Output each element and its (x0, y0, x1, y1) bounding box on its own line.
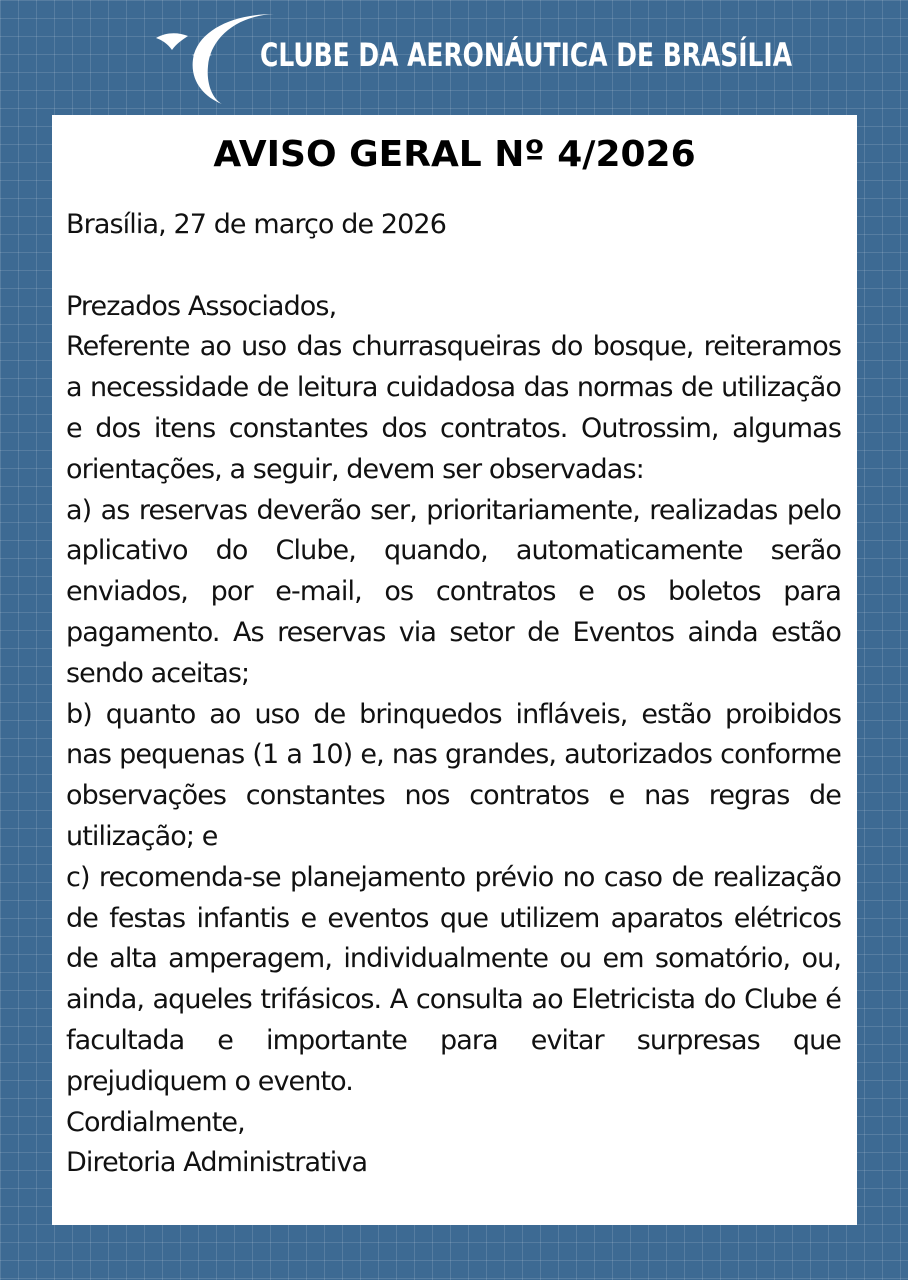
item-c: c) recomenda-se planejamento prévio no caso de realização de festas infantis e eventos que utilizem aparatos elétricos de alta amperagem, individualmente ou em somatório, ou, ainda, aqueles trifásicos. A consulta ao Eletricista do Clube é facultada e importante para evitar surpresas que prejudiquem o evento. (66, 861, 841, 1097)
item-a: a) as reservas deverão ser, prioritariamente, realizadas pelo aplicativo do Clube, quando, automaticamente serão enviados, por e-mail, os contratos e os boletos para pagamento. As reservas via setor de Eventos ainda estão sendo aceitas; (66, 494, 841, 689)
salutation: Prezados Associados, (66, 290, 337, 322)
intro-paragraph: Referente ao uso das churrasqueiras do bosque, reiteramos a necessidade de leitura cuidadosa das normas de utilização e dos itens constantes dos contratos. Outrossim, algumas orientações, a seguir, devem ser observadas: (66, 331, 841, 485)
notice-title: AVISO GERAL Nº 4/2026 (213, 134, 696, 175)
club-name: CLUBE DA AERONÁUTICA DE BRASÍLIA (260, 36, 793, 74)
header (0, 0, 908, 110)
signature: Diretoria Administrativa (66, 1147, 368, 1179)
item-b: b) quanto ao uso de brinquedos infláveis, estão proibidos nas pequenas (1 a 10) e, nas grandes, autorizados conforme observações constantes nos contratos e nas regras de utilização; e (66, 698, 841, 852)
date-line: Brasília, 27 de março de 2026 (66, 209, 446, 240)
blank-line (66, 246, 841, 287)
notice-card (52, 115, 857, 1225)
notice-body (66, 205, 841, 1184)
closing: Cordialmente, (66, 1106, 245, 1138)
